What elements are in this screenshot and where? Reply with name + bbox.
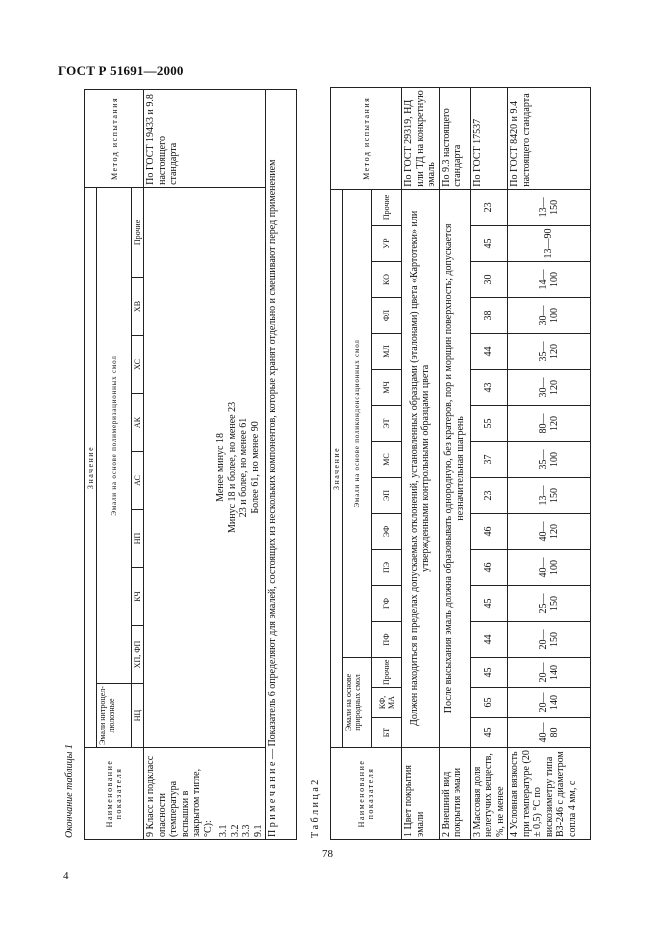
t1-col-hv: ХВ [132, 278, 144, 336]
t2-row4-value: 20—150 [508, 622, 591, 658]
t1-col-hp: ХП, ФП [132, 626, 144, 684]
t1-col-hs: ХС [132, 336, 144, 394]
table2-caption: Т а б л и ц а 2 [310, 779, 321, 838]
t2-col-name-header: Наименование показателя [331, 748, 402, 840]
t2-col-method-header: Метод испытания [331, 87, 402, 189]
t2-row4-value: 13—150 [508, 478, 591, 514]
t2-row4-value: 40—100 [508, 550, 591, 586]
t2-row4-value: 80—120 [508, 406, 591, 442]
t2-row4-value: 13—90 [508, 226, 591, 262]
t1-col-kch: КЧ [132, 568, 144, 626]
t2-row4-method: По ГОСТ 8420 и 9.4 настоящего стандарта [508, 87, 591, 189]
t2-sub-poly: Эмали на основе поликонденсационных смол [343, 189, 372, 657]
t2-row2-name: 2 Внешний вид покрытия эмали [439, 748, 470, 840]
t2-col-gf: ГФ [372, 586, 402, 622]
t2-row3-value: 65 [470, 688, 508, 718]
t1-row9-method: По ГОСТ 19433 и 9.8 настоящего стандарта [144, 89, 266, 187]
t2-row4-value: 40—120 [508, 514, 591, 550]
t2-row3-method: По ГОСТ 17537 [470, 87, 508, 189]
t2-col-ko: КО [372, 262, 402, 298]
t1-sub-poly: Эмали на основе полимеризационных смол [97, 187, 132, 683]
t2-col-value-header: Значение [331, 189, 343, 747]
t2-row3-value: 23 [470, 189, 508, 225]
t2-row4-value: 35—100 [508, 442, 591, 478]
t2-row2-method: По 9.3 настоящего стандарта [439, 87, 470, 189]
t2-row3-value: 45 [470, 226, 508, 262]
t2-row3-value: 44 [470, 622, 508, 658]
t2-row3-value: 23 [470, 478, 508, 514]
t2-col-ef: ЭФ [372, 514, 402, 550]
t1-col-value-header: Значение [85, 187, 97, 747]
t1-col-name-header: Наименование показателя [85, 748, 144, 840]
page-number-center: 78 [322, 848, 333, 860]
t2-col-poly-other: Прочие [372, 189, 402, 225]
t2-row3-value: 46 [470, 550, 508, 586]
t1-value-2: Минус 18 и более, но менее 23 [226, 401, 238, 533]
t2-col-et: ЭТ [372, 406, 402, 442]
t2-row3-value: 30 [470, 262, 508, 298]
t1-col-as: АС [132, 452, 144, 510]
t2-row3-value: 45 [470, 658, 508, 688]
t2-row3-value: 45 [470, 718, 508, 748]
t2-row4-value: 14—100 [508, 262, 591, 298]
t2-row4-value: 20—140 [508, 688, 591, 718]
t2-row1-name: 1 Цвет покрытия эмали [402, 748, 440, 840]
t1-col-other: Прочие [132, 187, 144, 277]
t2-row3-value: 38 [470, 298, 508, 334]
t1-sub-nitro: Эмали нитроцел-люлозные [97, 684, 132, 748]
t2-row4-name: 4 Условная вязкость при температуре (20 ± 0,5) °С по вискозиметру типа ВЗ-246 с диаметром сопла 4 мм, с [508, 748, 591, 840]
t2-row3-value: 45 [470, 586, 508, 622]
t2-row3-value: 37 [470, 442, 508, 478]
t1-row9-name: 9 Класс и подкласс опасности (температура вспышки в закрытом тигле, °С): [145, 755, 214, 837]
t2-row3-value: 44 [470, 334, 508, 370]
table-1 [84, 89, 297, 840]
t2-row3-value: 55 [470, 406, 508, 442]
t2-row4-value: 25—150 [508, 586, 591, 622]
t1-value-3: 23 и более, но менее 61 [238, 417, 250, 518]
t2-row3-value: 46 [470, 514, 508, 550]
t1-note: П р и м е ч а н и е — Показатель 6 определяют для эмалей, состоящих из нескольких компонентов, которые хранят отдельно и смешивают перед применением [266, 89, 297, 839]
document-header: ГОСТ Р 51691—2000 [58, 63, 184, 78]
t1-class-3-2: 3.2 [229, 824, 241, 837]
t2-col-ms: МС [372, 442, 402, 478]
t1-value-4: Более 61, но менее 90 [249, 421, 261, 514]
table-2 [330, 87, 591, 840]
t1-col-nc: НЦ [132, 684, 144, 748]
t2-row1-method: По ГОСТ 29319, НД или ТД на конкретную эмаль [402, 87, 440, 189]
t1-class-3-3: 3.3 [241, 824, 253, 837]
t1-col-ak: АК [132, 394, 144, 452]
t2-col-pf: ПФ [372, 622, 402, 658]
t2-row4-value: 40—80 [508, 718, 591, 748]
t2-row3-value: 43 [470, 370, 508, 406]
t2-row4-value: 20—140 [508, 658, 591, 688]
t1-col-np: НП [132, 510, 144, 568]
t2-col-mch: МЧ [372, 370, 402, 406]
t2-col-ml: МЛ [372, 334, 402, 370]
t2-row2-value: После высыхания эмаль должна образовывать однородную, без кратеров, пор и морщин поверхность; допускается незначительная шагрень [439, 189, 470, 747]
t1-value-1: Менее минус 18 [215, 433, 227, 502]
t2-col-kf: КФ, МА [372, 688, 402, 718]
t2-row4-value: 30—120 [508, 370, 591, 406]
t1-class-3-1: 3.1 [218, 824, 230, 837]
t2-row1-value: Должен находиться в пределах допускаемых отклонений, установленных образцами (эталонами) цвета «Картотеки» или утвержденными контрольными образцами цвета [402, 189, 440, 747]
t2-row4-value: 30—100 [508, 298, 591, 334]
page-number-left: 4 [63, 870, 69, 882]
t2-col-fl: ФЛ [372, 298, 402, 334]
t2-sub-natural: Эмали на основе природных смол [343, 658, 372, 748]
t1-class-9-1: 9.1 [252, 824, 264, 837]
rotated-sheet [62, 60, 661, 840]
table1-caption: Окончание таблицы 1 [64, 744, 75, 838]
t2-col-bt: БТ [372, 718, 402, 748]
t1-col-method-header: Метод испытания [85, 89, 144, 187]
t2-row4-value: 13—150 [508, 189, 591, 225]
t2-col-ur: УР [372, 226, 402, 262]
t2-col-natural-other: Прочие [372, 658, 402, 688]
t2-row4-value: 35—120 [508, 334, 591, 370]
t2-row3-name: 3 Массовая доля нелетучих веществ, %, не менее [470, 748, 508, 840]
t2-col-pe: ПЭ [372, 550, 402, 586]
t2-col-ep: ЭП [372, 478, 402, 514]
